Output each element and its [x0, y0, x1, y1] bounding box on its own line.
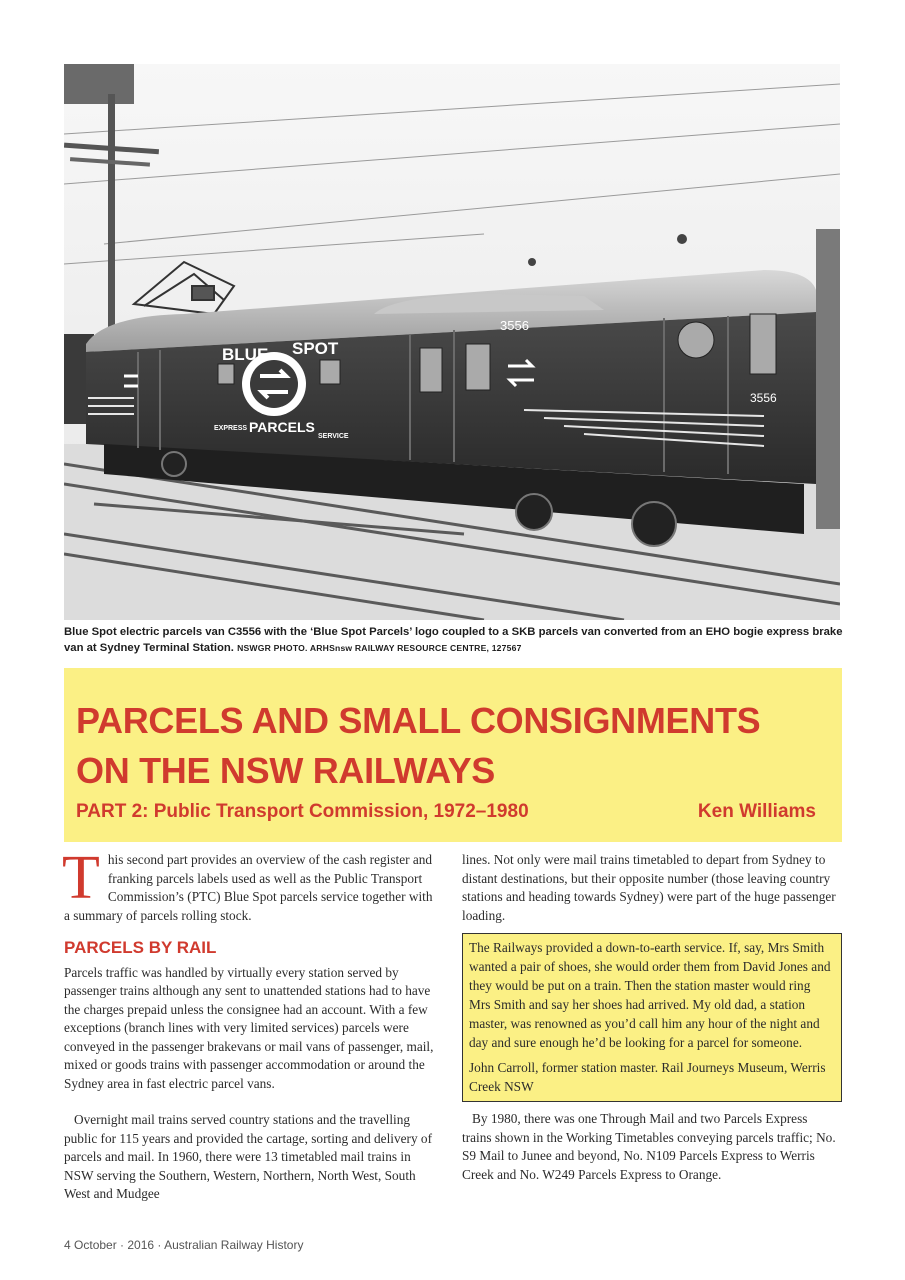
logo-spot-text: SPOT	[292, 339, 339, 358]
intro-paragraph	[62, 844, 440, 925]
title-line-2: ON THE NSW RAILWAYS	[76, 750, 496, 791]
drop-cap: T	[62, 844, 100, 912]
article-subtitle: PART 2: Public Transport Commission, 1972–1980	[76, 801, 529, 822]
paragraph-2-continued: lines. Not only were mail trains timetabled to depart from Sydney to distant destinations, but their opposite number (those leaving country stations and heading towards Sydney) were part of the huge passenger loading.	[462, 852, 836, 923]
caption-text: Blue Spot electric parcels van C3556 with the ‘Blue Spot Parcels’ logo coupled to a SKB parcels van converted from an EHO bogie express brake van at Sydney Terminal Station.	[64, 626, 843, 654]
van-number-side: 3556	[750, 391, 777, 405]
section-heading: PARCELS BY RAIL	[64, 938, 217, 957]
logo-parcels-text: PARCELS	[249, 419, 315, 435]
platform-canopy	[64, 64, 134, 104]
issue-info: October · 2016 · Australian Railway History	[74, 1238, 304, 1252]
photo-caption	[64, 624, 844, 656]
page-number: 4	[64, 1238, 71, 1252]
column-right	[462, 851, 838, 1184]
logo-service-text: SERVICE	[318, 433, 349, 440]
quote-attribution: John Carroll, former station master. Rail Journeys Museum, Werris Creek NSW	[469, 1060, 826, 1094]
paragraph-2: Overnight mail trains served country stations and the travelling public for 115 years and provided the cartage, sorting and delivery of parcels and mail. In 1960, there were 13 timetabled mail trains in NSW serving the Southern, Western, Northern, North West, South West and Mudgee	[64, 1112, 433, 1201]
railway-van-photo	[64, 64, 840, 620]
van-number-top: 3556	[500, 318, 529, 333]
column-left	[62, 844, 440, 1204]
caption-credit: NSWGR PHOTO. ARHSnsw RAILWAY RESOURCE CENTRE, 127567	[237, 643, 522, 653]
quote-text: The Railways provided a down-to-earth service. If, say, Mrs Smith wanted a pair of shoes, she would order them from David Jones and they would be put on a train. Then the station master would ring Mrs Smith and say her shoes had arrived. My old dad, a station master, was renowned as you’d call him any hour of the night and day and sure enough he’d be looking for a parcel for someone.	[469, 940, 831, 1050]
article-title	[76, 696, 760, 796]
article-author: Ken Williams	[697, 801, 816, 822]
quote-box	[462, 933, 842, 1102]
title-banner	[64, 668, 842, 842]
intro-text: his second part provides an overview of the cash register and franking parcels labels used as well as the Public Transport Commission’s (PTC) Blue Spot parcels service together with a summary of parcels rolling stock.	[64, 852, 433, 923]
logo-express-text: EXPRESS	[214, 425, 248, 432]
paragraph-1: Parcels traffic was handled by virtually every station served by passenger trains although any sent to unattended stations had to have the charges prepaid unless the consignee had an account. With a few exceptions (branch lines with very limited services) parcels were conveyed in the passenger brakevans or mail vans of passenger, mail, mixed or goods trains with passenger accommodation or around the Sydney area in fast electric parcel vans.	[64, 964, 434, 1091]
title-line-1: PARCELS AND SMALL CONSIGNMENTS	[76, 700, 761, 741]
logo-blue-text: BLUE	[222, 345, 269, 364]
paragraph-3: By 1980, there was one Through Mail and two Parcels Express trains shown in the Working Timetables conveying parcels traffic; No. S9 Mail to Junee and beyond, No. N109 Parcels Express to Werris Creek and No. W249 Parcels Express to Orange.	[462, 1111, 836, 1182]
page-footer	[64, 1238, 303, 1252]
skb-van	[816, 229, 840, 529]
